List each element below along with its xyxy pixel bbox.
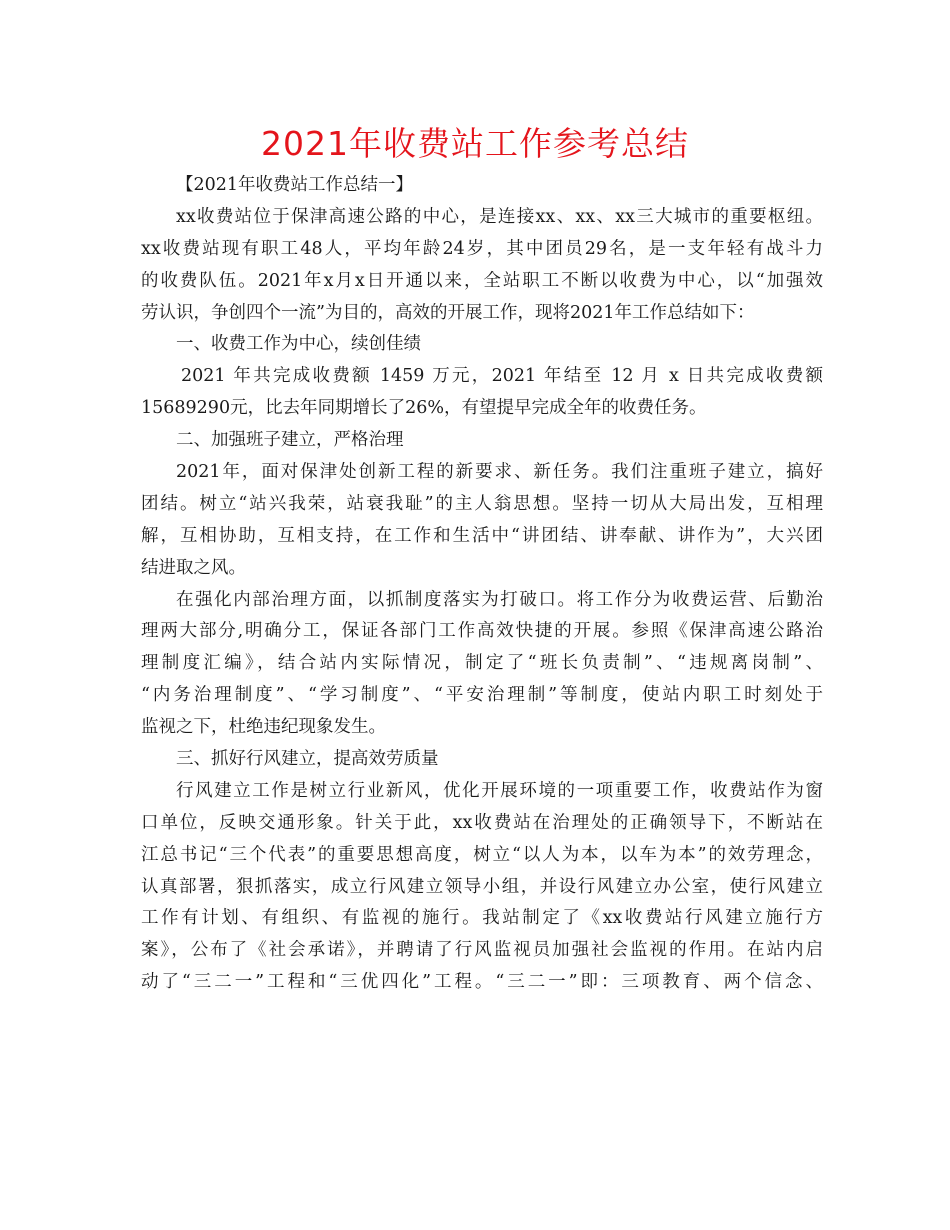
paragraph-line: 理制度汇编》，结合站内实际情况，制定了“班长负责制”、“违规离岗制”、 xyxy=(141,653,823,674)
document-title: 2021年收费站工作参考总结 xyxy=(261,124,689,163)
paragraph-line: 行风建立工作是树立行业新风，优化开展环境的一项重要工作，收费站作为窗 xyxy=(176,780,823,801)
paragraph-line: 监视之下，杜绝违纪现象发生。 xyxy=(141,717,386,738)
paragraph-line: 理两大部分,明确分工，保证各部门工作高效快捷的开展。参照《保津高速公路治 xyxy=(141,621,823,642)
paragraph-line: 劳认识，争创四个一流”为目的，高效的开展工作，现将2021年工作总结如下： xyxy=(141,302,755,323)
paragraph-line: xx收费站现有职工48人，平均年龄24岁，其中团员29名，是一支年轻有战斗力 xyxy=(141,238,823,259)
paragraph-line: 认真部署，狠抓落实，成立行风建立领导小组，并设行风建立办公室，使行风建立 xyxy=(141,876,823,897)
paragraph-line: 团结。树立“站兴我荣，站衰我耻”的主人翁思想。坚持一切从大局出发，互相理 xyxy=(141,493,823,514)
paragraph-line: 动了“三二一”工程和“三优四化”工程。“三二一”即：三项教育、两个信念、 xyxy=(141,972,823,993)
paragraph-line: “内务治理制度”、“学习制度”、“平安治理制”等制度，使站内职工时刻处于 xyxy=(141,685,823,706)
paragraph-line: 在强化内部治理方面，以抓制度落实为打破口。将工作分为收费运营、后勤治 xyxy=(176,589,823,610)
paragraph-line: 工作有计划、有组织、有监视的施行。我站制定了《xx收费站行风建立施行方 xyxy=(141,908,823,929)
document-body xyxy=(141,170,823,999)
paragraph-line: 江总书记“三个代表”的重要思想高度，树立“以人为本，以车为本”的效劳理念， xyxy=(141,844,823,865)
paragraph-line: 口单位，反映交通形象。针关于此，xx收费站在治理处的正确领导下，不断站在 xyxy=(141,812,823,833)
paragraph-line: 案》，公布了《社会承诺》，并聘请了行风监视员加强社会监视的作用。在站内启 xyxy=(141,940,823,961)
paragraph-line: 2021 年共完成收费额 1459 万元，2021 年结至 12 月 x 日共完成收费额 xyxy=(181,366,823,387)
section-heading: 【2021年收费站工作总结一】 xyxy=(176,175,414,195)
section-heading: 一、收费工作为中心，续创佳绩 xyxy=(176,334,421,355)
paragraph-line: 的收费队伍。2021年x月x日开通以来，全站职工不断以收费为中心，以“加强效 xyxy=(141,270,823,291)
paragraph-line: 15689290元，比去年同期增长了26%，有望提早完成全年的收费任务。 xyxy=(141,398,707,419)
paragraph-line: 2021年，面对保津处创新工程的新要求、新任务。我们注重班子建立，搞好 xyxy=(176,462,823,483)
section-heading: 三、抓好行风建立，提高效劳质量 xyxy=(176,749,439,770)
section-heading: 二、加强班子建立，严格治理 xyxy=(176,430,404,451)
paragraph-line: 结进取之风。 xyxy=(141,557,246,578)
paragraph-line: 解，互相协助，互相支持，在工作和生活中“讲团结、讲奉献、讲作为”，大兴团 xyxy=(141,525,823,546)
paragraph-line: xx收费站位于保津高速公路的中心，是连接xx、xx、xx三大城市的重要枢纽。 xyxy=(176,206,823,227)
